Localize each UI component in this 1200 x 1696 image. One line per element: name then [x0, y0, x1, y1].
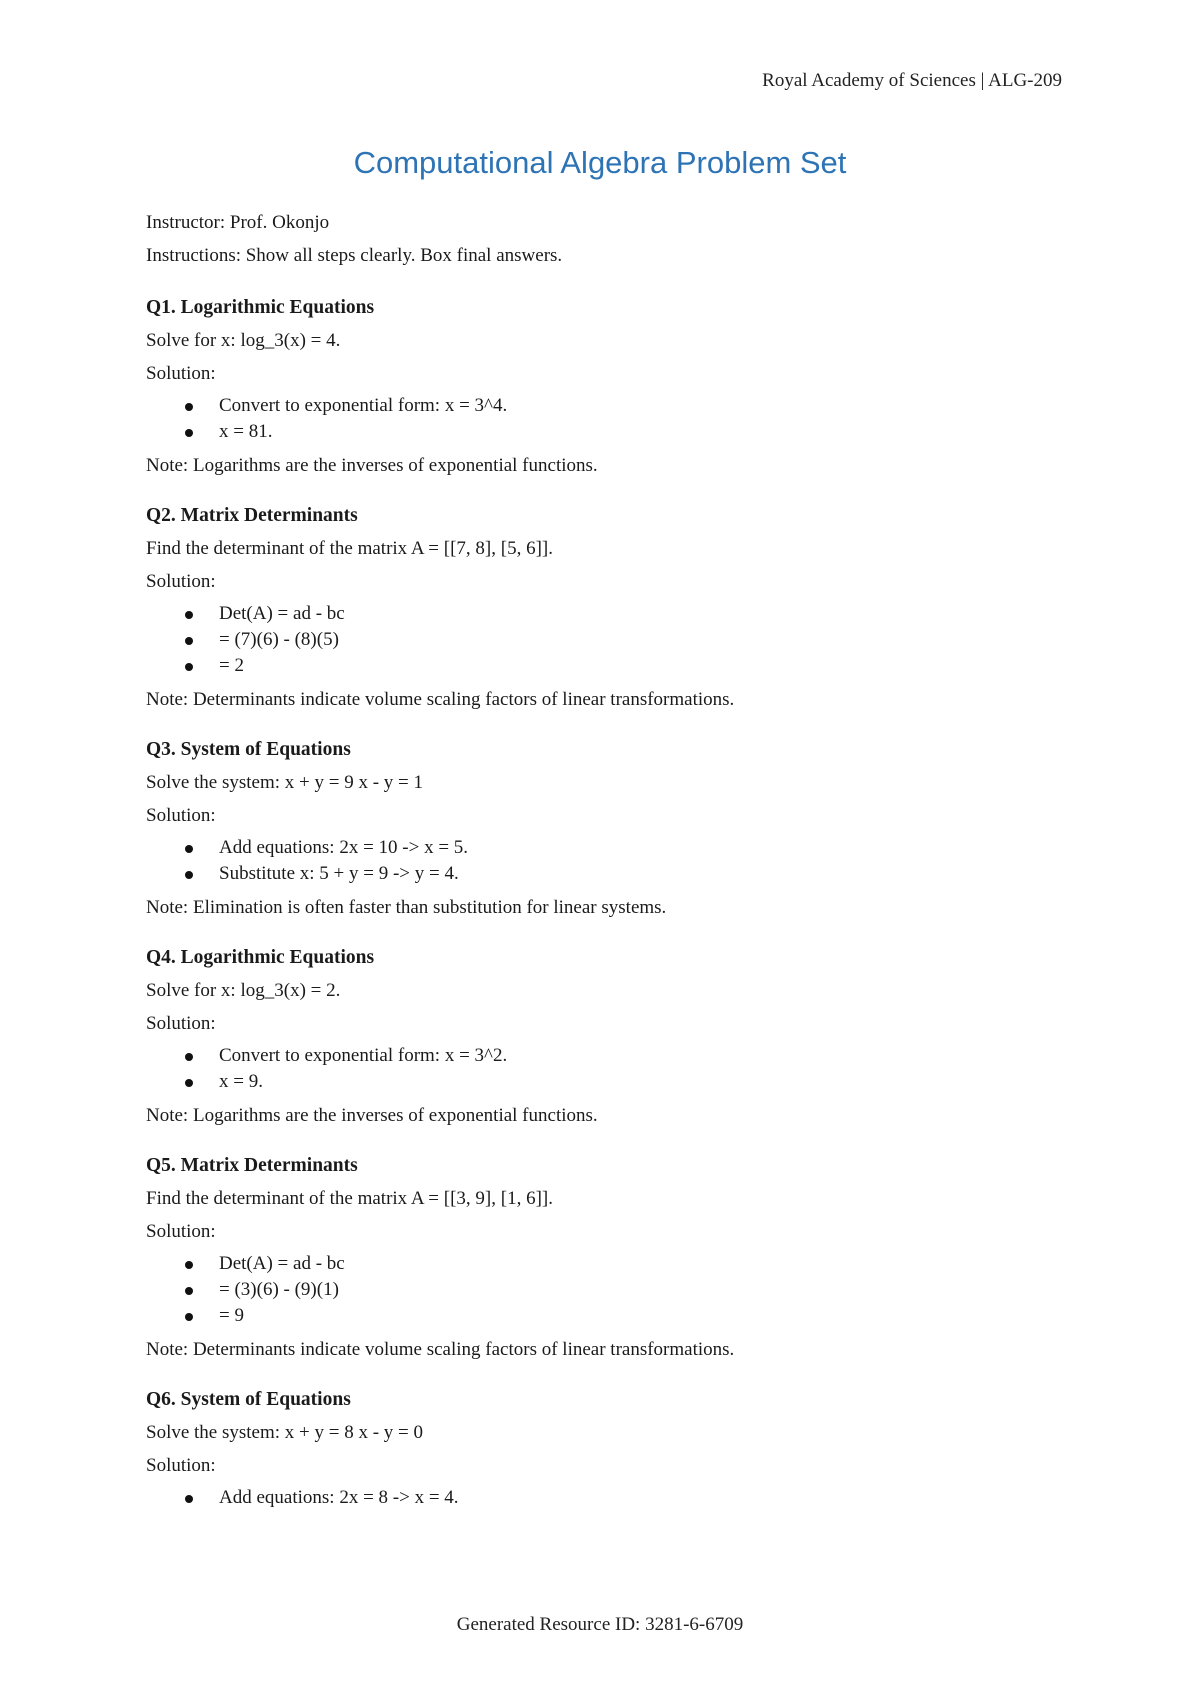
question-q6 [146, 1388, 1066, 1511]
question-heading: Q3. System of Equations [146, 739, 351, 760]
solution-step: Substitute x: 5 + y = 9 -> y = 4. [146, 861, 1066, 887]
question-q5 [146, 1154, 1066, 1362]
question-prompt: Solve for x: log_3(x) = 2. [146, 980, 341, 1001]
instructions-line: Instructions: Show all steps clearly. Box final answers. [146, 245, 563, 266]
question-note: Note: Logarithms are the inverses of exponential functions. [146, 1105, 598, 1126]
question-note: Note: Elimination is often faster than substitution for linear systems. [146, 897, 667, 918]
question-prompt: Solve the system: x + y = 9 x - y = 1 [146, 772, 424, 793]
solution-step: Det(A) = ad - bc [146, 601, 1066, 627]
solution-label: Solution: [146, 1221, 216, 1242]
bullet-icon [185, 611, 193, 619]
solution-steps [146, 835, 1066, 887]
solution-label: Solution: [146, 571, 216, 592]
solution-step: = (7)(6) - (8)(5) [146, 627, 1066, 653]
question-q2 [146, 504, 1066, 712]
bullet-icon [185, 1079, 193, 1087]
question-heading: Q4. Logarithmic Equations [146, 947, 375, 968]
question-q4 [146, 946, 1066, 1128]
question-note: Note: Determinants indicate volume scaling factors of linear transformations. [146, 689, 735, 710]
solution-steps [146, 393, 1066, 445]
solution-step: = 2 [146, 653, 1066, 679]
solution-step: Add equations: 2x = 8 -> x = 4. [146, 1485, 1066, 1511]
bullet-icon [185, 1287, 193, 1295]
bullet-icon [185, 1495, 193, 1503]
solution-steps [146, 1485, 1066, 1511]
solution-step: Det(A) = ad - bc [146, 1251, 1066, 1277]
solution-step: = 9 [146, 1303, 1066, 1329]
question-note: Note: Logarithms are the inverses of exponential functions. [146, 455, 598, 476]
question-heading: Q1. Logarithmic Equations [146, 297, 375, 318]
solution-label: Solution: [146, 1013, 216, 1034]
page-footer: Generated Resource ID: 3281-6-6709 [456, 1614, 744, 1635]
solution-label: Solution: [146, 363, 216, 384]
instructor-line: Instructor: Prof. Okonjo [146, 212, 330, 233]
document-body [146, 211, 1066, 1520]
question-prompt: Find the determinant of the matrix A = [[7, 8], [5, 6]]. [146, 538, 553, 559]
solution-step: = (3)(6) - (9)(1) [146, 1277, 1066, 1303]
solution-label: Solution: [146, 805, 216, 826]
solution-steps [146, 1251, 1066, 1329]
solution-label: Solution: [146, 1455, 216, 1476]
question-heading: Q5. Matrix Determinants [146, 1155, 358, 1176]
bullet-icon [185, 403, 193, 411]
question-prompt: Solve for x: log_3(x) = 4. [146, 330, 341, 351]
bullet-icon [185, 429, 193, 437]
bullet-icon [185, 637, 193, 645]
solution-step: Add equations: 2x = 10 -> x = 5. [146, 835, 1066, 861]
question-q3 [146, 738, 1066, 920]
question-heading: Q6. System of Equations [146, 1389, 351, 1410]
solution-step: Convert to exponential form: x = 3^2. [146, 1043, 1066, 1069]
page-title: Computational Algebra Problem Set [353, 145, 847, 180]
bullet-icon [185, 1313, 193, 1321]
bullet-icon [185, 871, 193, 879]
question-prompt: Find the determinant of the matrix A = [[3, 9], [1, 6]]. [146, 1188, 553, 1209]
bullet-icon [185, 663, 193, 671]
bullet-icon [185, 1261, 193, 1269]
solution-steps [146, 601, 1066, 679]
solution-step: x = 9. [146, 1069, 1066, 1095]
solution-step: x = 81. [146, 419, 1066, 445]
bullet-icon [185, 845, 193, 853]
question-prompt: Solve the system: x + y = 8 x - y = 0 [146, 1422, 424, 1443]
solution-step: Convert to exponential form: x = 3^4. [146, 393, 1066, 419]
question-note: Note: Determinants indicate volume scaling factors of linear transformations. [146, 1339, 735, 1360]
question-heading: Q2. Matrix Determinants [146, 505, 358, 526]
bullet-icon [185, 1053, 193, 1061]
page-header: Royal Academy of Sciences | ALG-209 [762, 70, 1062, 91]
question-q1 [146, 296, 1066, 478]
solution-steps [146, 1043, 1066, 1095]
